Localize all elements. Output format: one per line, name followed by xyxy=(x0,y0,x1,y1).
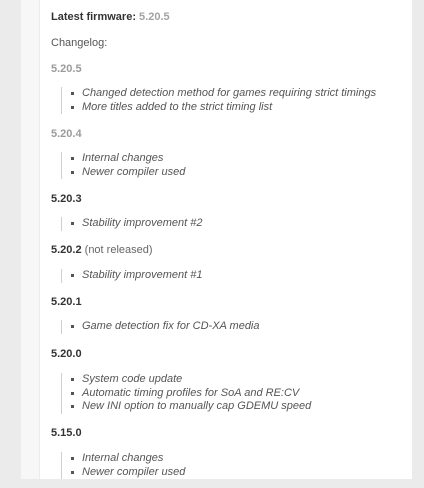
list-item xyxy=(62,166,185,180)
list-item xyxy=(62,466,185,480)
version-change-list xyxy=(61,452,185,479)
bullet-icon xyxy=(71,106,74,109)
change-text: More titles added to the strict timing list xyxy=(82,100,273,113)
latest-firmware-label: Latest firmware xyxy=(51,11,133,23)
latest-firmware-line xyxy=(51,11,170,23)
change-text: Newer compiler used xyxy=(82,165,186,178)
change-text: New INI option to manually cap GDEMU speed xyxy=(82,400,312,412)
bullet-icon xyxy=(71,92,74,95)
bullet-icon xyxy=(71,222,74,225)
page-gutter-left xyxy=(0,0,21,488)
page-gutter-right xyxy=(412,0,424,488)
list-item xyxy=(62,101,376,115)
list-item xyxy=(62,87,376,101)
version-heading xyxy=(51,128,82,140)
latest-firmware-separator: : xyxy=(132,11,136,23)
bullet-icon xyxy=(71,157,74,160)
version-heading xyxy=(51,427,82,439)
version-number: 5.20.4 xyxy=(51,128,82,140)
change-text: Newer compiler used xyxy=(82,465,186,478)
version-heading xyxy=(51,193,82,205)
change-text: Internal changes xyxy=(82,152,164,164)
list-item xyxy=(62,320,260,334)
version-number: 5.20.1 xyxy=(51,296,82,308)
bullet-icon xyxy=(71,378,74,381)
version-number: 5.20.0 xyxy=(51,348,82,360)
list-item xyxy=(62,452,185,466)
bullet-icon xyxy=(71,171,74,174)
content-rail xyxy=(21,0,40,479)
version-change-list xyxy=(61,217,202,231)
list-item xyxy=(62,152,185,166)
list-item xyxy=(62,387,311,401)
bullet-icon xyxy=(71,392,74,395)
page-bottom-edge xyxy=(0,479,424,488)
change-text: System code update xyxy=(82,373,183,385)
version-number: 5.20.2 xyxy=(51,244,82,256)
version-change-list xyxy=(61,87,376,114)
changelog-heading: Changelog: xyxy=(51,37,108,49)
version-heading xyxy=(51,63,82,75)
version-note: (not released) xyxy=(84,244,153,256)
list-item xyxy=(62,400,311,414)
version-number: 5.20.5 xyxy=(51,63,82,75)
list-item xyxy=(62,217,202,231)
latest-firmware-version: 5.20.5 xyxy=(139,11,170,23)
version-change-list xyxy=(61,320,260,334)
bullet-icon xyxy=(71,471,74,474)
bullet-icon xyxy=(71,325,74,328)
change-text: Internal changes xyxy=(82,452,164,464)
version-heading xyxy=(51,348,82,360)
bullet-icon xyxy=(71,405,74,408)
list-item xyxy=(62,373,311,387)
version-change-list xyxy=(61,269,202,283)
version-change-list xyxy=(61,373,311,414)
list-item xyxy=(62,269,202,283)
version-heading xyxy=(51,296,82,308)
change-text: Game detection fix for CD-XA media xyxy=(82,320,260,332)
change-text: Stability improvement #1 xyxy=(82,269,203,281)
change-text: Changed detection method for games requiring strict timings xyxy=(82,87,377,99)
bullet-icon xyxy=(71,274,74,277)
change-text: Automatic timing profiles for SoA and RE:CV xyxy=(82,386,300,399)
change-text: Stability improvement #2 xyxy=(82,217,203,229)
version-number: 5.20.3 xyxy=(51,193,82,205)
bullet-icon xyxy=(71,457,74,460)
version-heading xyxy=(51,244,153,256)
version-number: 5.15.0 xyxy=(51,427,82,439)
version-change-list xyxy=(61,152,185,179)
